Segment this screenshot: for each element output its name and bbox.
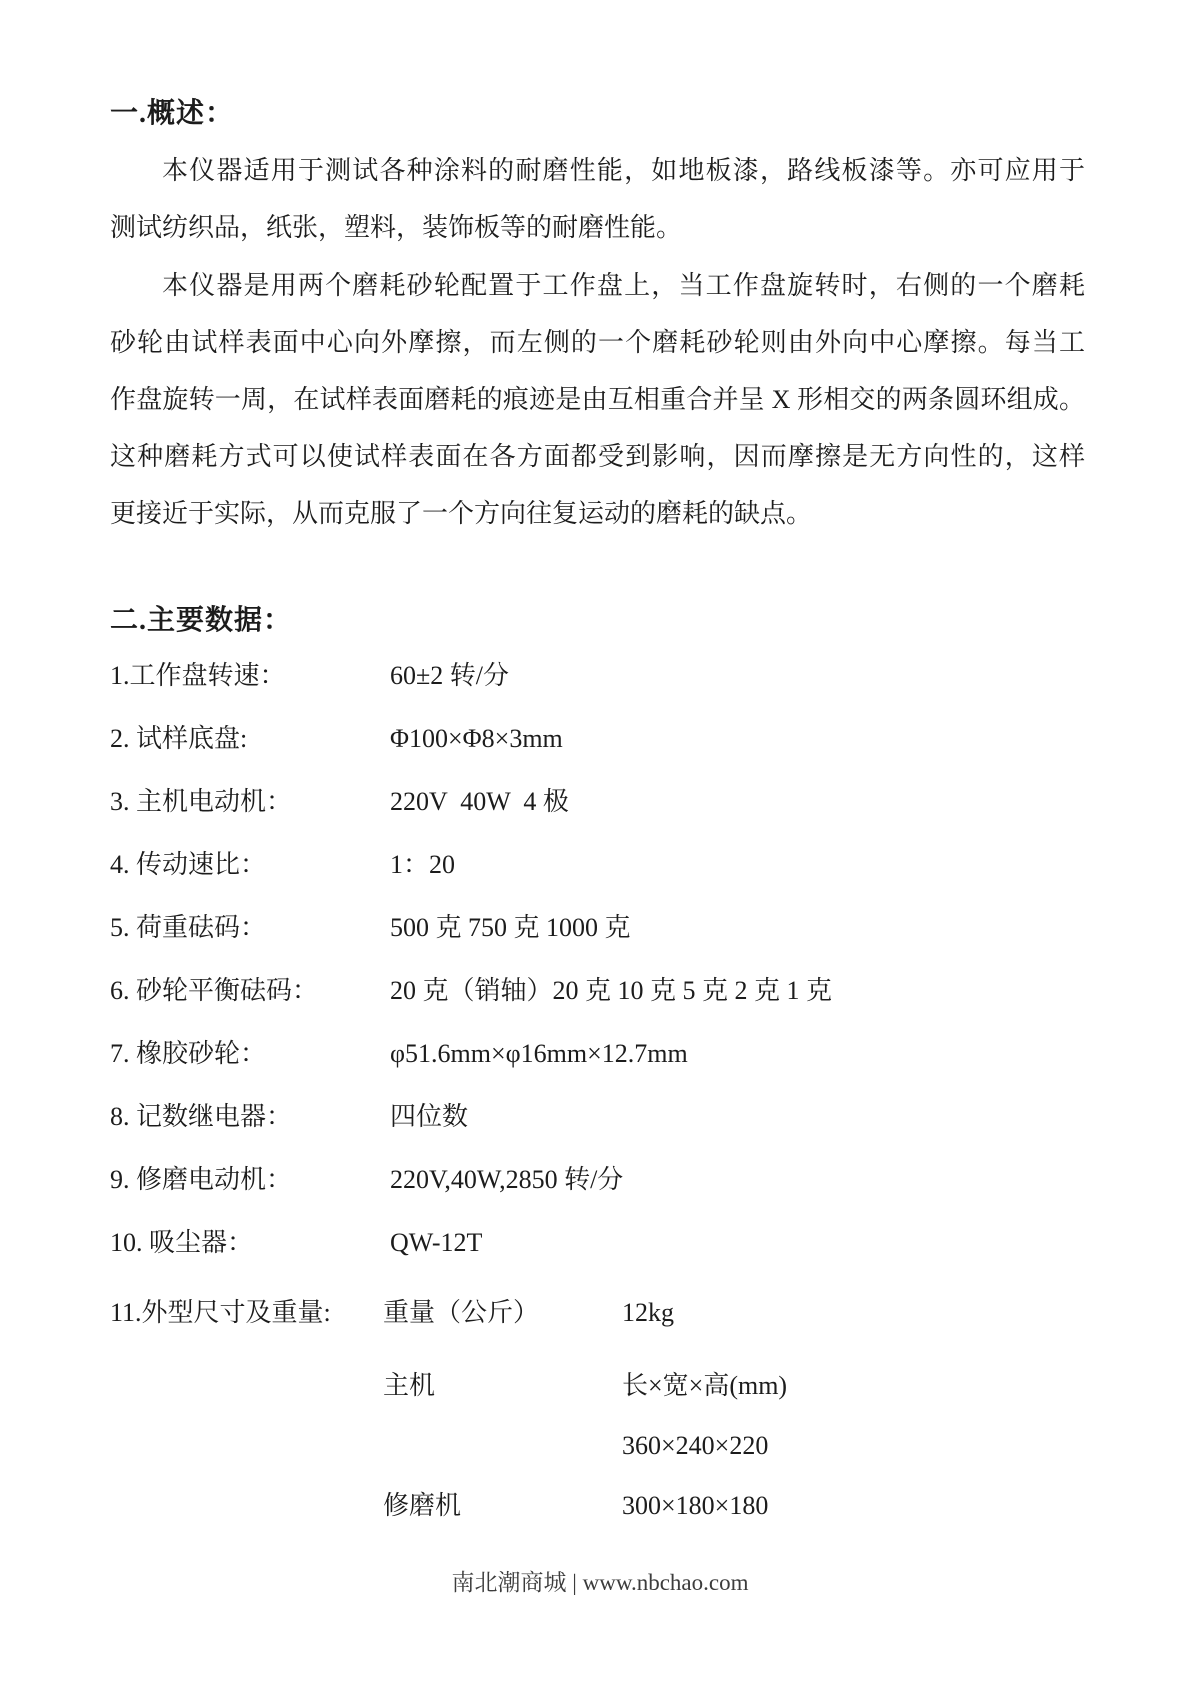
dimension-value: 360×240×220 bbox=[622, 1431, 769, 1460]
spec-value: 20 克（销轴）20 克 10 克 5 克 2 克 1 克 bbox=[390, 976, 833, 1005]
spec-row-5 bbox=[110, 908, 1085, 948]
section1-heading: 一.概述： bbox=[110, 98, 235, 129]
dimension-sublabel: 修磨机 bbox=[383, 1491, 462, 1520]
spec-label: 1.工作盘转速： bbox=[110, 661, 286, 690]
spec-label: 2. 试样底盘: bbox=[110, 724, 248, 753]
paragraph2-line1: 本仪器是用两个磨耗砂轮配置于工作盘上，当工作盘旋转时，右侧的一个磨耗 bbox=[162, 271, 1085, 300]
paragraph1-line2: 测试纺织品，纸张，塑料，装饰板等的耐磨性能。 bbox=[110, 213, 683, 242]
spec-row-11 bbox=[110, 1293, 1085, 1333]
spec-value: QW-12T bbox=[390, 1228, 483, 1257]
spec-row-10 bbox=[110, 1223, 1085, 1263]
spec-value: 60±2 转/分 bbox=[390, 661, 509, 690]
paragraph2-line5: 更接近于实际，从而克服了一个方向往复运动的磨耗的缺点。 bbox=[110, 499, 813, 528]
spec-value: φ51.6mm×φ16mm×12.7mm bbox=[390, 1039, 688, 1068]
paragraph2-line2: 砂轮由试样表面中心向外摩擦，而左侧的一个磨耗砂轮则由外向中心摩擦。每当工 bbox=[110, 328, 1085, 357]
spec-value: 500 克 750 克 1000 克 bbox=[390, 913, 631, 942]
dimension-row-main-size bbox=[110, 1426, 1085, 1466]
spec-value: 四位数 bbox=[390, 1102, 469, 1131]
paragraph2-line3: 作盘旋转一周，在试样表面磨耗的痕迹是由互相重合并呈 X 形相交的两条圆环组成。 bbox=[110, 385, 1085, 414]
spec-row-4 bbox=[110, 845, 1085, 885]
paragraph2-line4: 这种磨耗方式可以使试样表面在各方面都受到影响，因而摩擦是无方向性的，这样 bbox=[110, 442, 1085, 471]
spec-row-6 bbox=[110, 971, 1085, 1011]
spec-row-2 bbox=[110, 719, 1085, 759]
spec-row-9 bbox=[110, 1160, 1085, 1200]
spec-label: 3. 主机电动机： bbox=[110, 787, 293, 816]
spec-sublabel: 重量（公斤） bbox=[383, 1298, 540, 1327]
spec-value: 220V,40W,2850 转/分 bbox=[390, 1165, 624, 1194]
dimension-sublabel: 主机 bbox=[383, 1371, 436, 1400]
dimension-value: 300×180×180 bbox=[622, 1491, 769, 1520]
spec-label: 5. 荷重砝码： bbox=[110, 913, 267, 942]
spec-value: 12kg bbox=[622, 1298, 674, 1327]
spec-label: 8. 记数继电器： bbox=[110, 1102, 293, 1131]
spec-value: 1：20 bbox=[390, 850, 456, 879]
spec-value: Φ100×Φ8×3mm bbox=[390, 724, 563, 753]
spec-row-3 bbox=[110, 782, 1085, 822]
spec-label: 11.外型尺寸及重量: bbox=[110, 1298, 331, 1327]
paragraph1-line1: 本仪器适用于测试各种涂料的耐磨性能，如地板漆，路线板漆等。亦可应用于 bbox=[162, 156, 1085, 185]
spec-label: 6. 砂轮平衡砝码： bbox=[110, 976, 319, 1005]
dimension-value: 长×宽×高(mm) bbox=[622, 1371, 788, 1400]
spec-row-7 bbox=[110, 1034, 1085, 1074]
spec-value: 220V 40W 4 极 bbox=[390, 787, 569, 816]
spec-label: 10. 吸尘器： bbox=[110, 1228, 254, 1257]
footer-watermark: 南北潮商城 | www.nbchao.com bbox=[451, 1570, 749, 1595]
spec-row-1 bbox=[110, 656, 1085, 696]
section2-heading: 二.主要数据： bbox=[110, 605, 293, 636]
dimension-row-main-unit bbox=[110, 1366, 1085, 1406]
spec-label: 7. 橡胶砂轮： bbox=[110, 1039, 267, 1068]
spec-row-8 bbox=[110, 1097, 1085, 1137]
dimension-row-grinder-size bbox=[110, 1486, 1085, 1526]
spec-label: 9. 修磨电动机： bbox=[110, 1165, 293, 1194]
spec-label: 4. 传动速比： bbox=[110, 850, 267, 879]
